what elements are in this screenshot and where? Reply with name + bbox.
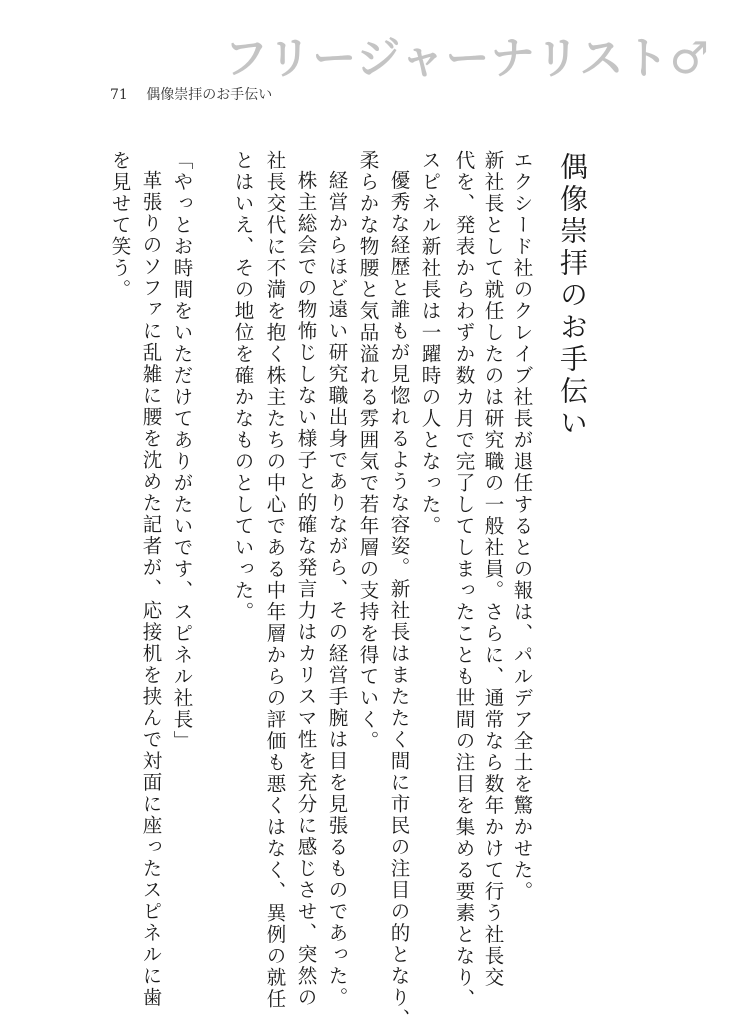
body-line-2: 新社長として就任したのは研究職の一般社員。さらに、通常なら数年かけて行う社長交 [481, 150, 505, 989]
body-line-9: 社長交代に不満を抱く株主たちの中心である中年層からの評価も悪くはなく、異例の就任 [263, 150, 287, 1010]
dialogue-line: 「やっとお時間をいただけてありがたいです、スピネル社長」 [170, 150, 194, 752]
body-line-1: エクシード社のクレイブ社長が退任するとの報は、パルデア全土を驚かせた。 [510, 150, 534, 903]
body-line-4: スピネル新社長は一躍時の人となった。 [418, 150, 442, 537]
body-line-5: 優秀な経歴と誰もが見惚れるような容姿。新社長はまたたく間に市民の注目の的となり、 [387, 170, 411, 1030]
body-line-8: 株主総会での物怖じしない様子と的確な発言力はカリスマ性を充分に感じさせ、突然の [294, 170, 318, 1009]
watermark-logo: フリージャーナリスト♂ [223, 33, 710, 84]
body-line-10: とはいえ、その地位を確かなものとしていった。 [231, 150, 255, 623]
body-line-6: 柔らかな物腰と気品溢れる雰囲気で若年層の支持を得ていく。 [356, 150, 380, 752]
page-number: 71 [110, 87, 128, 103]
body-line-7: 経営からほど遠い研究職出身でありながら、その経営手腕は目を見張るものであった。 [325, 170, 349, 1009]
body-line-3: 代を、発表からわずか数カ月で完了してしまったことも世間の注目を集める要素となり、 [452, 150, 476, 1010]
running-header [110, 84, 272, 104]
body-line-12: 革張りのソファに乱雑に腰を沈めた記者が、応接机を挟んで対面に座ったスピネルに歯 [139, 170, 163, 1009]
running-title: 偶像崇拝のお手伝い [146, 87, 273, 103]
body-line-13: を見せて笑う。 [108, 150, 132, 301]
chapter-title: 偶像崇拝のお手伝い [556, 152, 589, 440]
